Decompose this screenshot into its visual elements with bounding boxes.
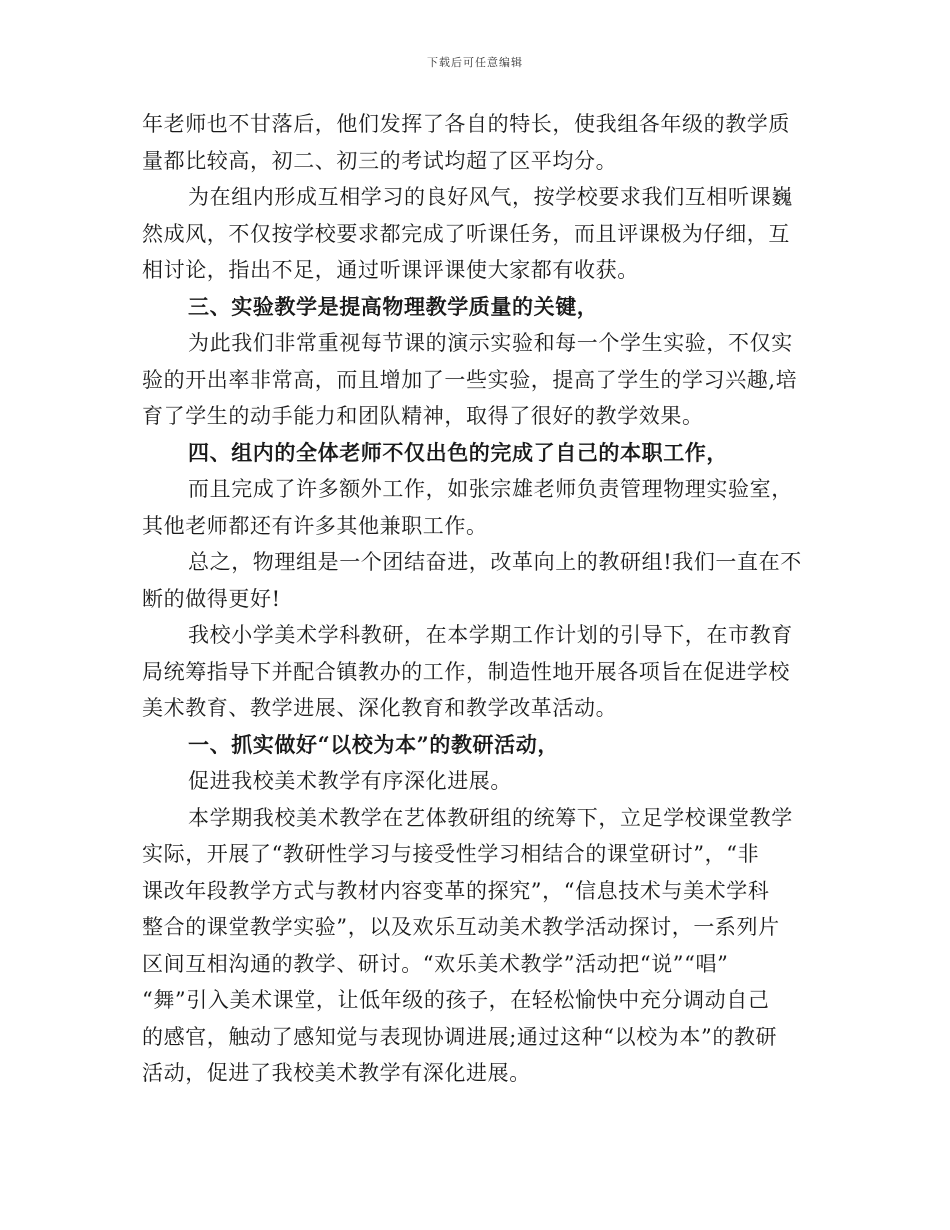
text-line: 相讨论，指出不足，通过听课评课使大家都有收获。 <box>142 258 639 282</box>
text-line: 断的做得更好! <box>142 586 281 611</box>
text-line: 为此我们非常重视每节课的演示实验和每一个学生实验，不仅实 <box>188 331 793 355</box>
section-heading-line: 一、抓实做好“以校为本”的教研活动， <box>188 731 559 757</box>
text-line: 的感官，触动了感知觉与表现协调进展;通过这种“以校为本”的教研 <box>142 1024 778 1049</box>
text-line: 整合的课堂教学实验”，以及欢乐互动美术教学活动探讨，一系列片 <box>142 915 780 939</box>
section-heading-line: 四、组内的全体老师不仅出色的完成了自己的本职工作， <box>188 439 728 465</box>
text-line: 其他老师都还有许多其他兼职工作。 <box>142 513 488 538</box>
text-line: 年老师也不甘落后，他们发挥了各自的特长，使我组各年级的教学质 <box>142 112 790 136</box>
text-line: 我校小学美术学科教研，在本学期工作计划的引导下，在市教育 <box>188 623 793 647</box>
text-line: “舞”引入美术课堂，让低年级的孩子，在轻松愉快中充分调动自己 <box>142 988 770 1012</box>
text-line: 验的开出率非常高，而且增加了一些实验，提高了学生的学习兴趣,培 <box>142 367 798 392</box>
text-line: 量都比较高，初二、初三的考试均超了区平均分。 <box>142 148 618 173</box>
document-body <box>142 106 812 1092</box>
text-line: 而且完成了许多额外工作，如张宗雄老师负责管理物理实验室， <box>188 477 793 501</box>
text-line: 局统筹指导下并配合镇教办的工作，制造性地开展各项旨在促进学校 <box>142 659 790 684</box>
text-line: 活动，促进了我校美术教学有深化进展。 <box>142 1061 531 1085</box>
text-line: 总之，物理组是一个团结奋进，改革向上的教研组!我们一直在不 <box>188 550 802 574</box>
text-line: 然成风，不仅按学校要求都完成了听课任务，而且评课极为仔细，互 <box>142 221 790 246</box>
text-line: 为在组内形成互相学习的良好风气，按学校要求我们互相听课巍 <box>188 185 793 209</box>
text-line: 美术教育、教学进展、深化教育和教学改革活动。 <box>142 696 618 720</box>
page-header: 下载后可任意编辑 <box>427 56 523 69</box>
text-line: 促进我校美术教学有序深化进展。 <box>188 769 512 793</box>
section-heading-line: 三、实验教学是提高物理教学质量的关键， <box>188 293 599 319</box>
text-line: 课改年段教学方式与教材内容变革的探究”，“信息技术与美术学科 <box>142 878 770 903</box>
text-line: 本学期我校美术教学在艺体教研组的统筹下，立足学校课堂教学 <box>188 805 793 830</box>
text-line: 育了学生的动手能力和团队精神，取得了很好的教学效果。 <box>142 404 704 428</box>
text-line: 实际，开展了“教研性学习与接受性学习相结合的课堂研讨”，“非 <box>142 842 760 866</box>
text-line: 区间互相沟通的教学、研讨。“欢乐美术教学”活动把“说”“唱” <box>142 951 729 976</box>
